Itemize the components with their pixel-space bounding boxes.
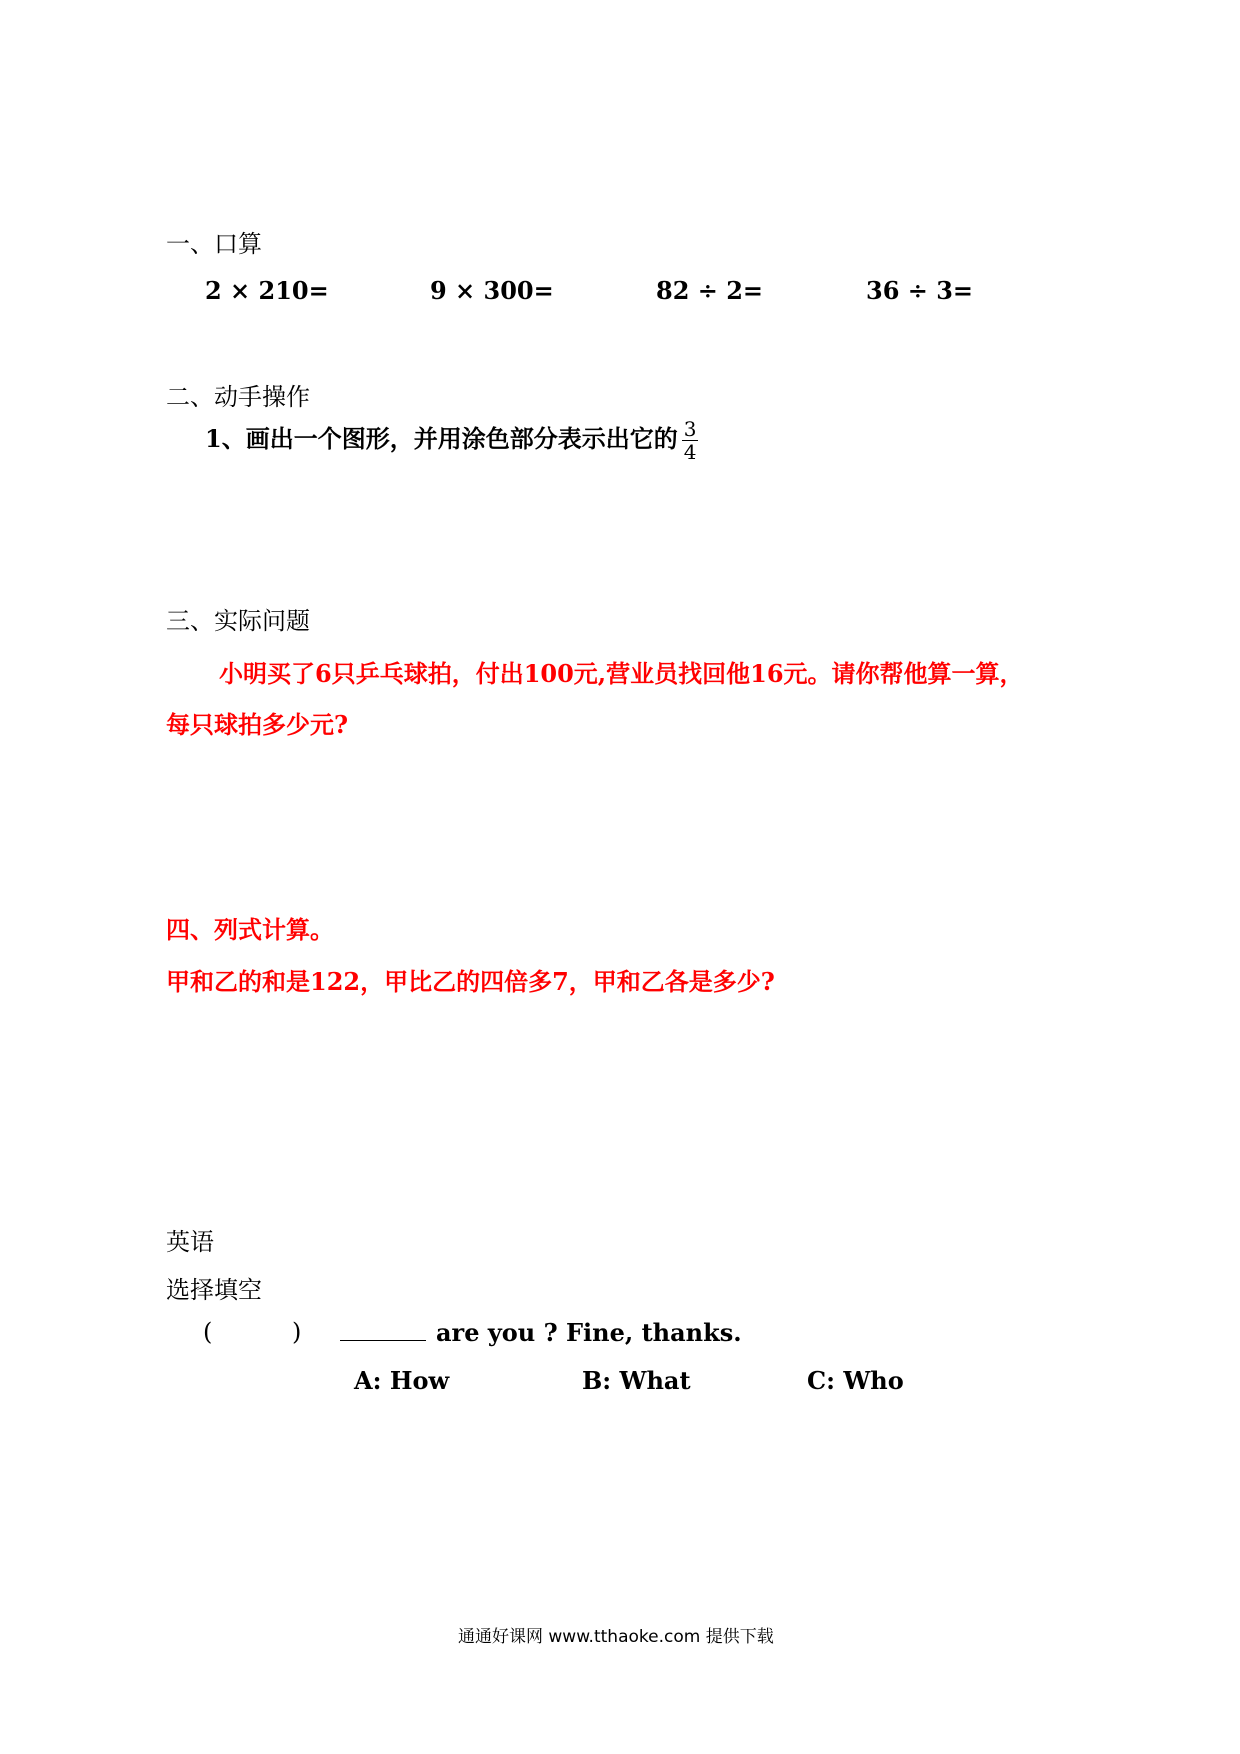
option-c: C: Who xyxy=(807,1366,904,1395)
footer-text: 通通好课网 www.tthaoke.com 提供下载 xyxy=(458,1627,774,1647)
expression-4: 36 ÷ 3= xyxy=(866,276,974,305)
fraction xyxy=(682,418,699,463)
answer-paren-open: ( xyxy=(203,1318,213,1346)
expression-3: 82 ÷ 2= xyxy=(656,276,764,305)
section3-problem-line2: 每只球拍多少元? xyxy=(166,710,349,739)
section3-problem-line1: 小明买了6只乒乓球拍，付出100元,营业员找回他16元。请你帮他算一算， xyxy=(219,659,1024,688)
section4-heading: 四、列式计算。 xyxy=(166,915,334,944)
expression-2: 9 × 300= xyxy=(430,276,554,305)
fraction-denominator: 4 xyxy=(683,440,697,464)
section2-task xyxy=(205,418,698,463)
expression-1: 2 × 210= xyxy=(205,276,329,305)
section1-heading: 一、口算 xyxy=(166,230,262,258)
english-question-text: are you ? Fine, thanks. xyxy=(436,1318,742,1347)
section2-heading: 二、动手操作 xyxy=(166,383,310,411)
section2-task-text: 1、画出一个图形，并用涂色部分表示出它的 xyxy=(205,424,678,453)
answer-blank xyxy=(340,1318,426,1341)
fraction-numerator: 3 xyxy=(683,417,697,441)
section4-question: 甲和乙的和是122，甲比乙的四倍多7，甲和乙各是多少? xyxy=(166,967,775,996)
answer-paren-close: ) xyxy=(292,1318,302,1346)
section3-heading: 三、实际问题 xyxy=(166,607,310,635)
option-b: B: What xyxy=(582,1366,691,1395)
english-question xyxy=(340,1318,742,1347)
english-title: 英语 xyxy=(166,1228,214,1256)
english-subtitle: 选择填空 xyxy=(166,1276,262,1304)
option-a: A: How xyxy=(354,1366,450,1395)
